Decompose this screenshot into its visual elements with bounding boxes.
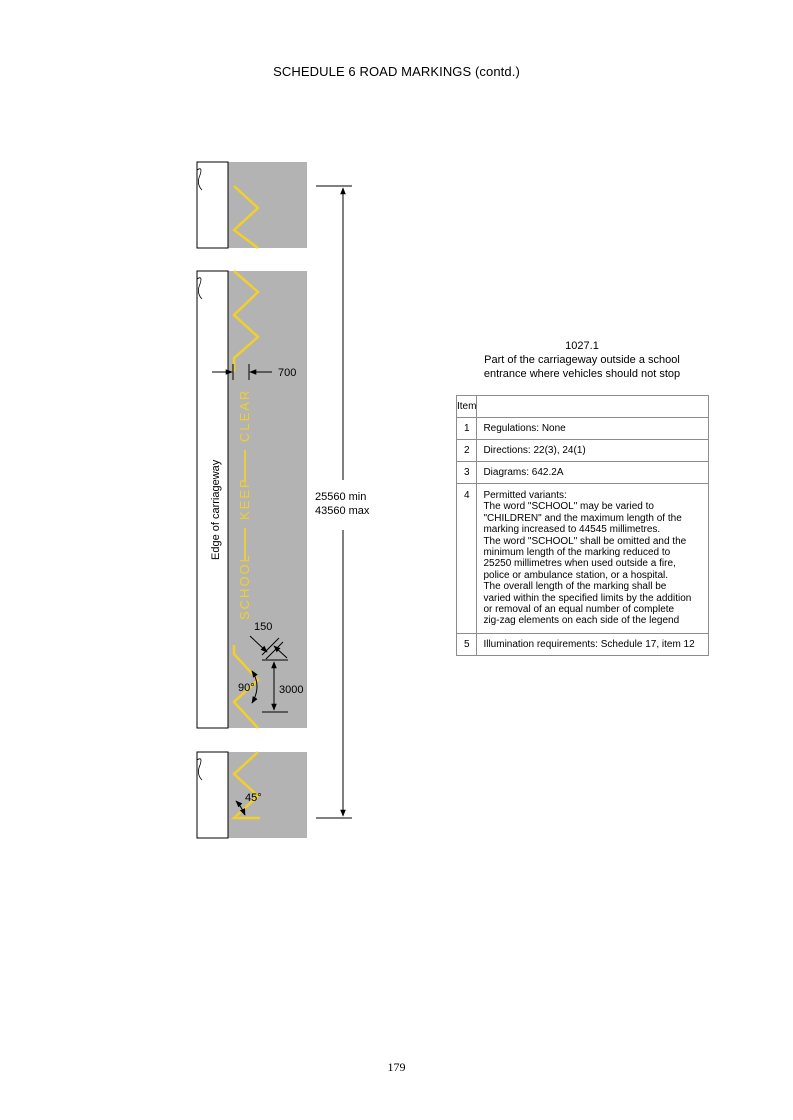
dim-3000: 3000 (279, 684, 304, 696)
row-line: The overall length of the marking shall be (483, 581, 667, 593)
caption-line-2: entrance where vehicles should not stop (483, 368, 681, 380)
edge-of-carriageway-label: Edge of carriageway (210, 459, 222, 560)
row-text: Regulations: None (477, 418, 709, 440)
caption-line-1: Part of the carriageway outside a school (484, 354, 680, 366)
row-number: 4 (457, 484, 477, 634)
length-max: 43560 max (315, 505, 370, 517)
header-item: Item (457, 396, 477, 418)
row-line: police or ambulance station, or a hospital. (483, 569, 669, 581)
page-number: 179 (387, 1060, 406, 1074)
table-row (457, 440, 709, 462)
overall-length-dimension (315, 186, 370, 818)
dim-700: 700 (278, 367, 297, 379)
legend-keep: KEEP (237, 477, 252, 520)
legend-clear: CLEAR (237, 388, 252, 442)
diagram-caption (456, 339, 708, 381)
angle-90-label: 90° (238, 682, 255, 694)
row-number: 3 (457, 462, 477, 484)
table-row (457, 633, 709, 655)
row-line: varied within the specified limits by the addition (483, 592, 692, 604)
dim-150: 150 (254, 621, 273, 633)
row-text-multiline (477, 484, 709, 634)
row-line: 25250 millimetres when used outside a fire, (483, 558, 676, 570)
page-title: SCHEDULE 6 ROAD MARKINGS (contd.) (273, 64, 520, 79)
table-row (457, 484, 709, 634)
row-line: The word "SCHOOL" may be varied to (483, 501, 654, 513)
row-line: Permitted variants: (483, 490, 567, 501)
legend-school: SCHOOL (237, 553, 252, 620)
row-line: The word "SCHOOL" shall be omitted and the (483, 535, 687, 547)
row-line: zig-zag elements on each side of the legend (483, 615, 680, 627)
caption-number: 1027.1 (565, 340, 599, 352)
header-blank (477, 396, 709, 418)
items-table (456, 395, 709, 656)
length-min: 25560 min (315, 491, 367, 503)
row-text: Directions: 22(3), 24(1) (477, 440, 709, 462)
table-header-row (457, 396, 709, 418)
table-row (457, 462, 709, 484)
row-text: Diagrams: 642.2A (477, 462, 709, 484)
row-line: marking increased to 44545 millimetres. (483, 524, 661, 536)
angle-45-label: 45° (245, 792, 262, 804)
row-number: 5 (457, 633, 477, 655)
table-row (457, 418, 709, 440)
row-line: minimum length of the marking reduced to (483, 547, 671, 559)
row-number: 1 (457, 418, 477, 440)
row-line: "CHILDREN" and the maximum length of the (483, 512, 682, 524)
row-number: 2 (457, 440, 477, 462)
carriageway-top-segment (197, 162, 307, 248)
row-text: Illumination requirements: Schedule 17, item 12 (477, 633, 709, 655)
legend-group (237, 389, 252, 620)
row-line: or removal of an equal number of complete (483, 604, 675, 616)
